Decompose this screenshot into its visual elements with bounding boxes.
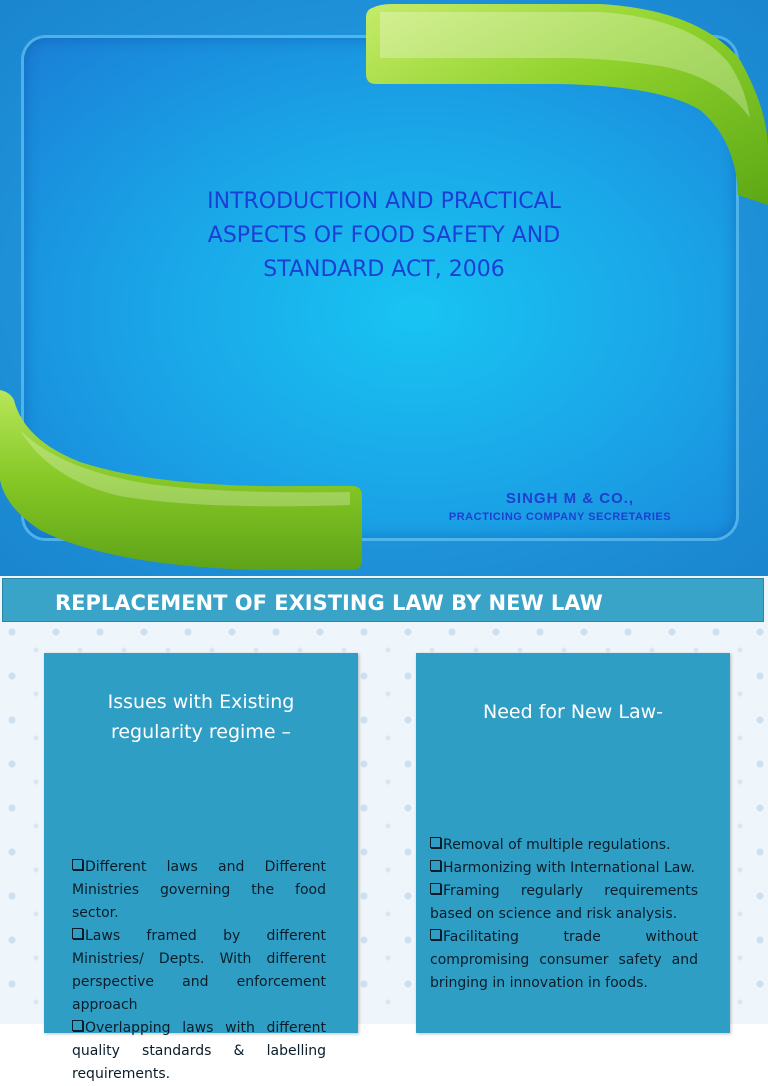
needs-list xyxy=(430,834,698,995)
checkbox-bullet-icon xyxy=(430,883,441,894)
presentation-title xyxy=(150,185,618,287)
list-item-text: Harmonizing with International Law. xyxy=(443,860,695,876)
checkbox-bullet-icon xyxy=(430,837,441,848)
existing-issues-panel xyxy=(44,653,358,1082)
checkbox-bullet-icon xyxy=(430,860,441,871)
firm-name: SINGH M & CO., xyxy=(505,490,635,507)
list-item-text: Overlapping laws with different quality standards & labelling requirements. xyxy=(72,1020,326,1082)
list-item xyxy=(430,880,698,926)
firm-role: PRACTICING COMPANY SECRETARIES xyxy=(448,511,672,523)
panel-title-line: Issues with Existing xyxy=(107,691,295,713)
presenter-block xyxy=(400,490,720,523)
title-line: INTRODUCTION AND PRACTICAL xyxy=(207,189,561,214)
heading-bar xyxy=(2,578,764,622)
slide-heading: REPLACEMENT OF EXISTING LAW BY NEW LAW xyxy=(55,591,603,615)
list-item xyxy=(72,925,326,1017)
checkbox-bullet-icon xyxy=(72,928,83,939)
list-item-text: Different laws and Different Ministries governing the food sector. xyxy=(72,859,326,921)
list-item xyxy=(72,1017,326,1086)
list-item xyxy=(430,926,698,995)
checkbox-bullet-icon xyxy=(72,859,83,870)
checkbox-bullet-icon xyxy=(430,929,441,940)
title-line: STANDARD ACT, 2006 xyxy=(263,257,505,282)
list-item-text: Framing regularly requirements based on science and risk analysis. xyxy=(430,883,698,922)
list-item xyxy=(72,856,326,925)
panel-title: Need for New Law- xyxy=(483,701,663,723)
bottom-ribbon xyxy=(0,390,362,570)
list-item-text: Facilitating trade without compromising consumer safety and bringing in innovation in foods. xyxy=(430,929,698,991)
panel-title-line: regularity regime – xyxy=(110,721,292,743)
list-item-text: Laws framed by different Ministries/ Depts. With different perspective and enforcement approach xyxy=(72,928,326,1013)
content-slide xyxy=(0,576,768,1082)
list-item-text: Removal of multiple regulations. xyxy=(443,837,671,853)
title-line: ASPECTS OF FOOD SAFETY AND xyxy=(207,223,561,248)
list-item xyxy=(430,834,698,857)
panel-title xyxy=(44,687,358,747)
new-law-need-panel xyxy=(416,653,730,1033)
list-item xyxy=(430,857,698,880)
issues-list xyxy=(72,856,326,1086)
checkbox-bullet-icon xyxy=(72,1020,83,1031)
